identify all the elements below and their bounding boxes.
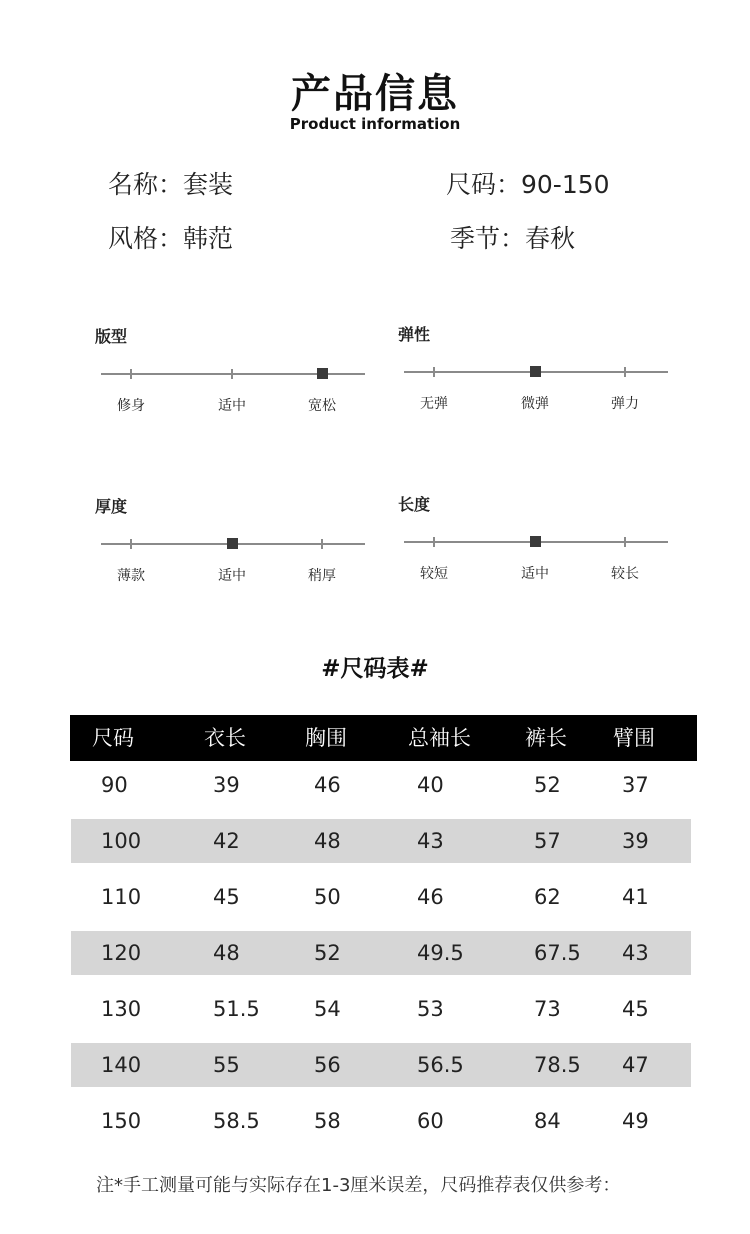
- scale-option-label: 微弹: [521, 396, 549, 412]
- table-cell: 49.5: [417, 941, 464, 965]
- scale-option-label: 较短: [420, 566, 448, 582]
- table-cell: 43: [622, 941, 649, 965]
- table-cell: 46: [417, 885, 444, 909]
- scale-option-label: 较长: [611, 566, 639, 582]
- table-cell: 53: [417, 997, 444, 1021]
- scale-option-label: 修身: [117, 398, 145, 414]
- table-cell: 39: [213, 773, 240, 797]
- size-table: [70, 715, 697, 1155]
- info-season: 季节：春秋: [450, 224, 576, 253]
- table-cell: 130: [101, 997, 142, 1021]
- table-cell: 84: [534, 1109, 561, 1133]
- scale-marker: [317, 368, 328, 379]
- attr-elasticity-label: 弹性: [398, 325, 431, 344]
- attr-fit-label: 版型: [95, 327, 128, 346]
- table-cell: 67.5: [534, 941, 581, 965]
- table-cell: 78.5: [534, 1053, 581, 1077]
- table-cell: 120: [101, 941, 142, 965]
- table-cell: 37: [622, 773, 649, 797]
- table-row: [70, 875, 697, 931]
- scale-option-label: 适中: [218, 568, 246, 584]
- table-cell: 39: [622, 829, 649, 853]
- table-row: [70, 763, 697, 819]
- table-cell: 60: [417, 1109, 444, 1133]
- table-cell: 52: [314, 941, 341, 965]
- table-cell: 73: [534, 997, 561, 1021]
- scale-option-label: 适中: [218, 398, 246, 414]
- attr-thickness-scale: [101, 535, 365, 585]
- scale-tick: [130, 369, 132, 379]
- table-cell: 43: [417, 829, 444, 853]
- table-cell: 52: [534, 773, 561, 797]
- info-style: 风格：韩范: [108, 224, 234, 253]
- scale-marker: [227, 538, 238, 549]
- scale-marker: [530, 536, 541, 547]
- table-row: [70, 931, 697, 987]
- table-row: [70, 1099, 697, 1155]
- page-subtitle: Product information: [289, 115, 461, 133]
- table-cell: 58.5: [213, 1109, 260, 1133]
- table-cell: 110: [101, 885, 142, 909]
- table-cell: 56: [314, 1053, 341, 1077]
- attr-length-scale: [404, 533, 668, 583]
- scale-tick: [321, 539, 323, 549]
- header-cell: 裤长: [525, 726, 567, 750]
- header-cell: 衣长: [204, 726, 246, 750]
- table-cell: 56.5: [417, 1053, 464, 1077]
- table-cell: 51.5: [213, 997, 260, 1021]
- table-cell: 49: [622, 1109, 649, 1133]
- table-cell: 50: [314, 885, 341, 909]
- attr-length-label: 长度: [398, 495, 431, 514]
- scale-option-label: 适中: [521, 566, 549, 582]
- attr-thickness-label: 厚度: [95, 497, 128, 516]
- table-cell: 100: [101, 829, 142, 853]
- table-cell: 90: [101, 773, 128, 797]
- scale-option-label: 薄款: [117, 568, 145, 584]
- footnote: 注*手工测量可能与实际存在1-3厘米误差，尺码推荐表仅供参考：: [96, 1175, 621, 1196]
- attr-elasticity-scale: [404, 363, 668, 413]
- scale-marker: [530, 366, 541, 377]
- scale-option-label: 弹力: [611, 396, 639, 412]
- table-cell: 140: [101, 1053, 142, 1077]
- table-cell: 58: [314, 1109, 341, 1133]
- table-cell: 40: [417, 773, 444, 797]
- table-cell: 54: [314, 997, 341, 1021]
- table-cell: 47: [622, 1053, 649, 1077]
- info-name: 名称：套装: [108, 170, 234, 199]
- info-size: 尺码：90-150: [446, 170, 610, 199]
- table-cell: 46: [314, 773, 341, 797]
- table-cell: 42: [213, 829, 240, 853]
- header-cell: 臂围: [613, 726, 655, 750]
- row-band: [71, 819, 691, 863]
- header-cell: 胸围: [305, 726, 347, 750]
- table-cell: 45: [213, 885, 240, 909]
- table-row: [70, 819, 697, 875]
- table-cell: 41: [622, 885, 649, 909]
- table-cell: 55: [213, 1053, 240, 1077]
- scale-tick: [433, 537, 435, 547]
- table-cell: 45: [622, 997, 649, 1021]
- scale-tick: [624, 537, 626, 547]
- header-cell: 尺码: [92, 726, 134, 750]
- table-cell: 150: [101, 1109, 142, 1133]
- scale-option-label: 稍厚: [308, 568, 336, 584]
- scale-option-label: 宽松: [308, 398, 336, 414]
- row-band: [71, 931, 691, 975]
- size-table-title: #尺码表#: [321, 656, 429, 682]
- table-cell: 57: [534, 829, 561, 853]
- size-table-header: [70, 715, 697, 761]
- table-cell: 48: [314, 829, 341, 853]
- scale-tick: [130, 539, 132, 549]
- scale-option-label: 无弹: [420, 396, 448, 412]
- table-cell: 62: [534, 885, 561, 909]
- scale-tick: [433, 367, 435, 377]
- header-cell: 总袖长: [408, 726, 471, 750]
- scale-tick: [231, 369, 233, 379]
- row-band: [71, 1043, 691, 1087]
- table-row: [70, 1043, 697, 1099]
- scale-tick: [624, 367, 626, 377]
- table-row: [70, 987, 697, 1043]
- attr-fit-scale: [101, 365, 365, 415]
- page-title: 产品信息: [291, 71, 459, 117]
- table-cell: 48: [213, 941, 240, 965]
